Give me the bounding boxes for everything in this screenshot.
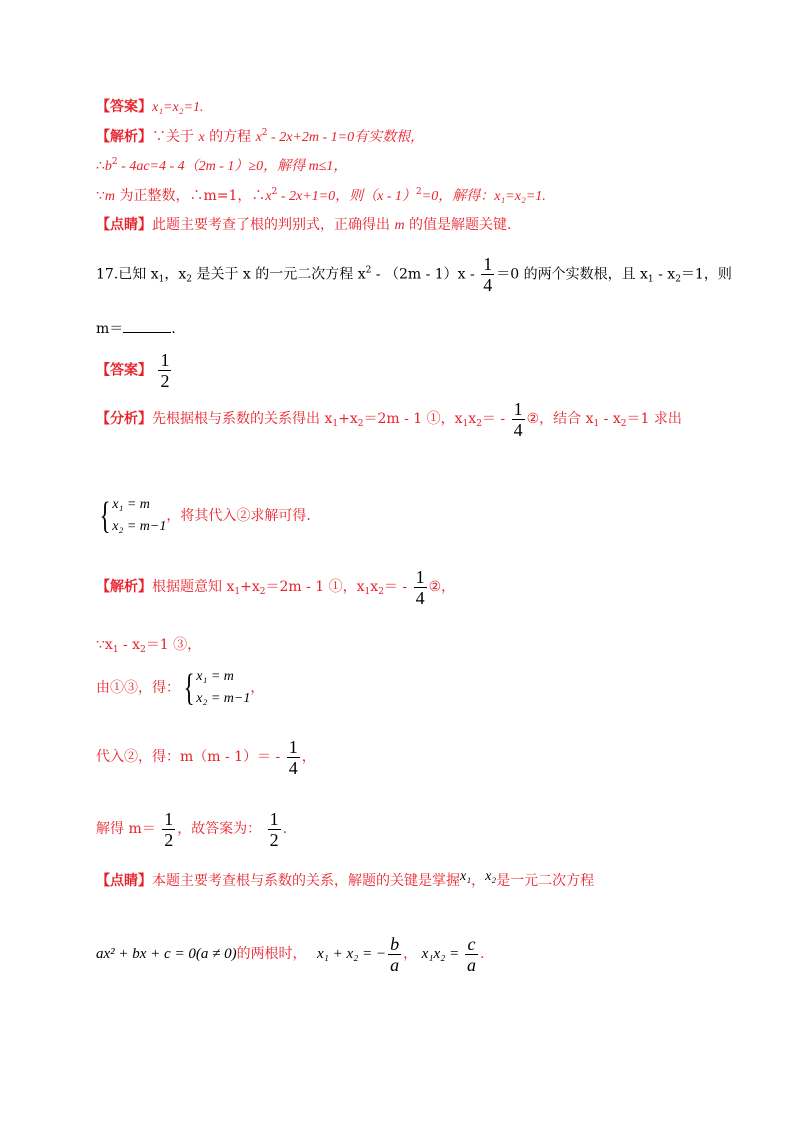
text-span: - 2x+1=0，则（x - 1） [277,189,417,204]
subscript: 1 [593,419,600,429]
fraction-one-quarter [287,737,300,778]
formula-line [96,932,484,976]
analysis-line-3 [96,187,546,206]
quadratic-equation: ax² + bx + c = 0(a ≠ 0) [96,946,237,962]
analysis-tag: 【解析】 [96,129,152,145]
text-span: 是一元二次方程 [496,873,595,889]
subscript: 2 [186,274,192,285]
text-span: ，将其代入②求解可得. [166,508,311,524]
subscript: 2 [476,419,482,429]
therefore-symbol: ∴ [96,158,105,174]
question-17-blank [96,320,176,338]
answer-blank [123,320,171,333]
text-span: x [370,579,379,595]
fraction-numerator: 1 [513,398,523,419]
fraction-numerator: 1 [415,566,425,587]
system-row-2: x₂ = m−1 [196,691,251,706]
fraction-numerator: c [467,933,476,954]
subscript: 2 [140,645,146,655]
fraction-one-quarter [414,567,427,608]
superscript: 2 [111,157,118,167]
superscript: 2 [271,187,278,197]
answer-text: x₁=x₂=1. [152,100,204,115]
because-line [96,636,201,654]
analysis-line-1 [96,128,424,147]
fraction-one-half [158,350,171,391]
subscript: 2 [675,274,681,285]
text-span: ∵关于 [152,129,199,145]
text-span: 的值是解题关键. [404,217,512,233]
fraction-denominator: 4 [415,587,425,608]
fraction-denominator: 4 [513,419,523,440]
fraction-denominator: a [390,954,400,975]
answer-line-1 [96,98,204,117]
derive-line [96,666,264,710]
fraction-one-quarter [481,254,494,295]
answer-line-2 [96,350,173,391]
subscript: 1 [112,645,119,655]
text-span: 先根据根与系数的关系得出 x [152,411,333,427]
system-row-1: x₁ = m [196,669,234,684]
fraction-denominator: 2 [269,829,279,850]
text-span: ＝1，则 [680,266,732,283]
text-span: ＝ - [481,411,510,427]
substitute-line [96,736,316,778]
text-span: ，x [164,266,187,283]
text-span: ＝2m - 1 ①，x [265,579,365,595]
equation-system [180,666,250,710]
superscript: 2 [261,128,268,138]
subscript: 1 [332,419,339,429]
text-span: 此题主要考查了根的判别式，正确得出 [152,217,395,233]
text-span: ，故答案为： [177,821,262,837]
text-span: 本题主要考查根与系数的关系，解题的关键是掌握 [152,873,460,889]
text-span: . [171,321,176,337]
answer-tag: 【答案】 [96,99,152,115]
text-span: ， [403,946,418,962]
fraction-numerator: 1 [164,808,174,829]
text-span: 17.已知 x [96,266,159,283]
fraction-numerator: b [390,933,400,954]
system-line-1 [96,494,311,538]
subscript: 1 [462,419,469,429]
system-row-1: x₁ = m [112,497,150,512]
superscript: 2 [365,265,372,276]
fraction-b-over-a [388,934,401,975]
fraction-c-over-a [465,934,478,975]
var-x: x [265,189,272,204]
text-span: . [479,946,485,962]
fraction-numerator: 1 [269,808,279,829]
var-x1: x₁ [460,869,472,884]
text-span: 根据题意知 x [152,579,235,595]
text-span: - x [118,637,141,653]
text-span: ＝ - [383,579,412,595]
because-symbol: ∵ [96,188,105,204]
product-formula: x₁x₂ = [421,946,463,962]
comment-line-1 [96,216,511,235]
subscript: 1 [234,587,241,597]
fraction-one-half [268,809,281,850]
text-span: - （2m - 1）x - [371,266,480,283]
system-row-2: x₂ = m−1 [112,519,167,534]
text-span: ②，结合 x [526,411,594,427]
analysis-fenxi [96,398,682,440]
subscript: 2 [259,587,266,597]
analysis-tag: 【分析】 [96,411,152,427]
subscript: 2 [620,419,627,429]
fraction-numerator: 1 [483,254,493,274]
superscript: 2 [416,187,422,197]
text-span: - x [599,411,621,427]
comment-line-2 [96,868,594,890]
text-span: 代入②，得：m（m - 1）＝ - [96,749,285,765]
text-span: +x [240,579,260,595]
text-span: ， [301,749,316,765]
text-span: x [468,411,477,427]
text-span: ， [250,680,265,696]
var-x: x [198,130,205,145]
var-x: x [255,130,262,145]
fraction-numerator: 1 [160,350,170,370]
comment-tag: 【点睛】 [96,873,152,889]
text-span: ＝2m - 1 ①，x [363,411,463,427]
text-span: ＝0 的两个实数根，且 x [496,266,648,283]
analysis-jiexi [96,566,455,608]
fraction-one-quarter [512,399,525,440]
sum-formula: x₁ + x₂ = − [317,946,387,962]
fraction-denominator: 4 [483,275,493,295]
fraction-denominator: 2 [164,829,174,850]
text-span: - 2x+2m - 1=0有实数根， [267,130,425,145]
var-m: m [394,218,405,233]
subscript: 2 [357,419,364,429]
left-brace: { [183,667,195,709]
question-17 [96,254,732,295]
text-span: 的两根时， [236,946,307,962]
subscript: 1 [158,274,165,285]
text-span: ， [471,873,486,889]
analysis-line-2 [96,157,347,176]
subscript: 1 [647,274,654,285]
text-span: ＝1 求出 [626,411,682,427]
fraction-denominator: a [466,954,476,975]
text-span: . [282,821,288,837]
text-span: =0，解得：x₁=x₂=1. [421,189,546,204]
var-x2: x₂ [485,869,497,884]
text-span: 为正整数，∴m=1，∴ [115,188,266,204]
text-span: 的方程 [204,129,256,145]
subscript: 2 [378,587,384,597]
subscript: 1 [364,587,371,597]
text-span: 解得 m＝ [96,821,156,837]
var-b: b [104,159,112,174]
fraction-one-half [162,809,175,850]
text-span: ＝1 ③， [145,637,202,653]
text-span: ∵x [96,637,113,653]
fraction-numerator: 1 [288,736,298,757]
text-span: 由①③，得： [96,680,180,696]
text-span: - x [653,266,676,283]
text-span: - 4ac=4 - 4（2m - 1）≥0，解得 m≤1， [117,159,348,174]
answer-tag: 【答案】 [96,362,152,379]
equation-system [96,494,166,538]
text-span: +x [338,411,358,427]
left-brace: { [99,495,111,537]
comment-tag: 【点睛】 [96,217,152,233]
fraction-denominator: 4 [288,757,298,778]
text-span: ②， [428,579,456,595]
text-span: m＝ [96,321,124,337]
fraction-denominator: 2 [160,371,170,391]
analysis-tag: 【解析】 [96,579,152,595]
solve-line [96,808,287,850]
var-m: m [104,189,116,204]
text-span: 是关于 x 的一元二次方程 x [192,266,366,283]
